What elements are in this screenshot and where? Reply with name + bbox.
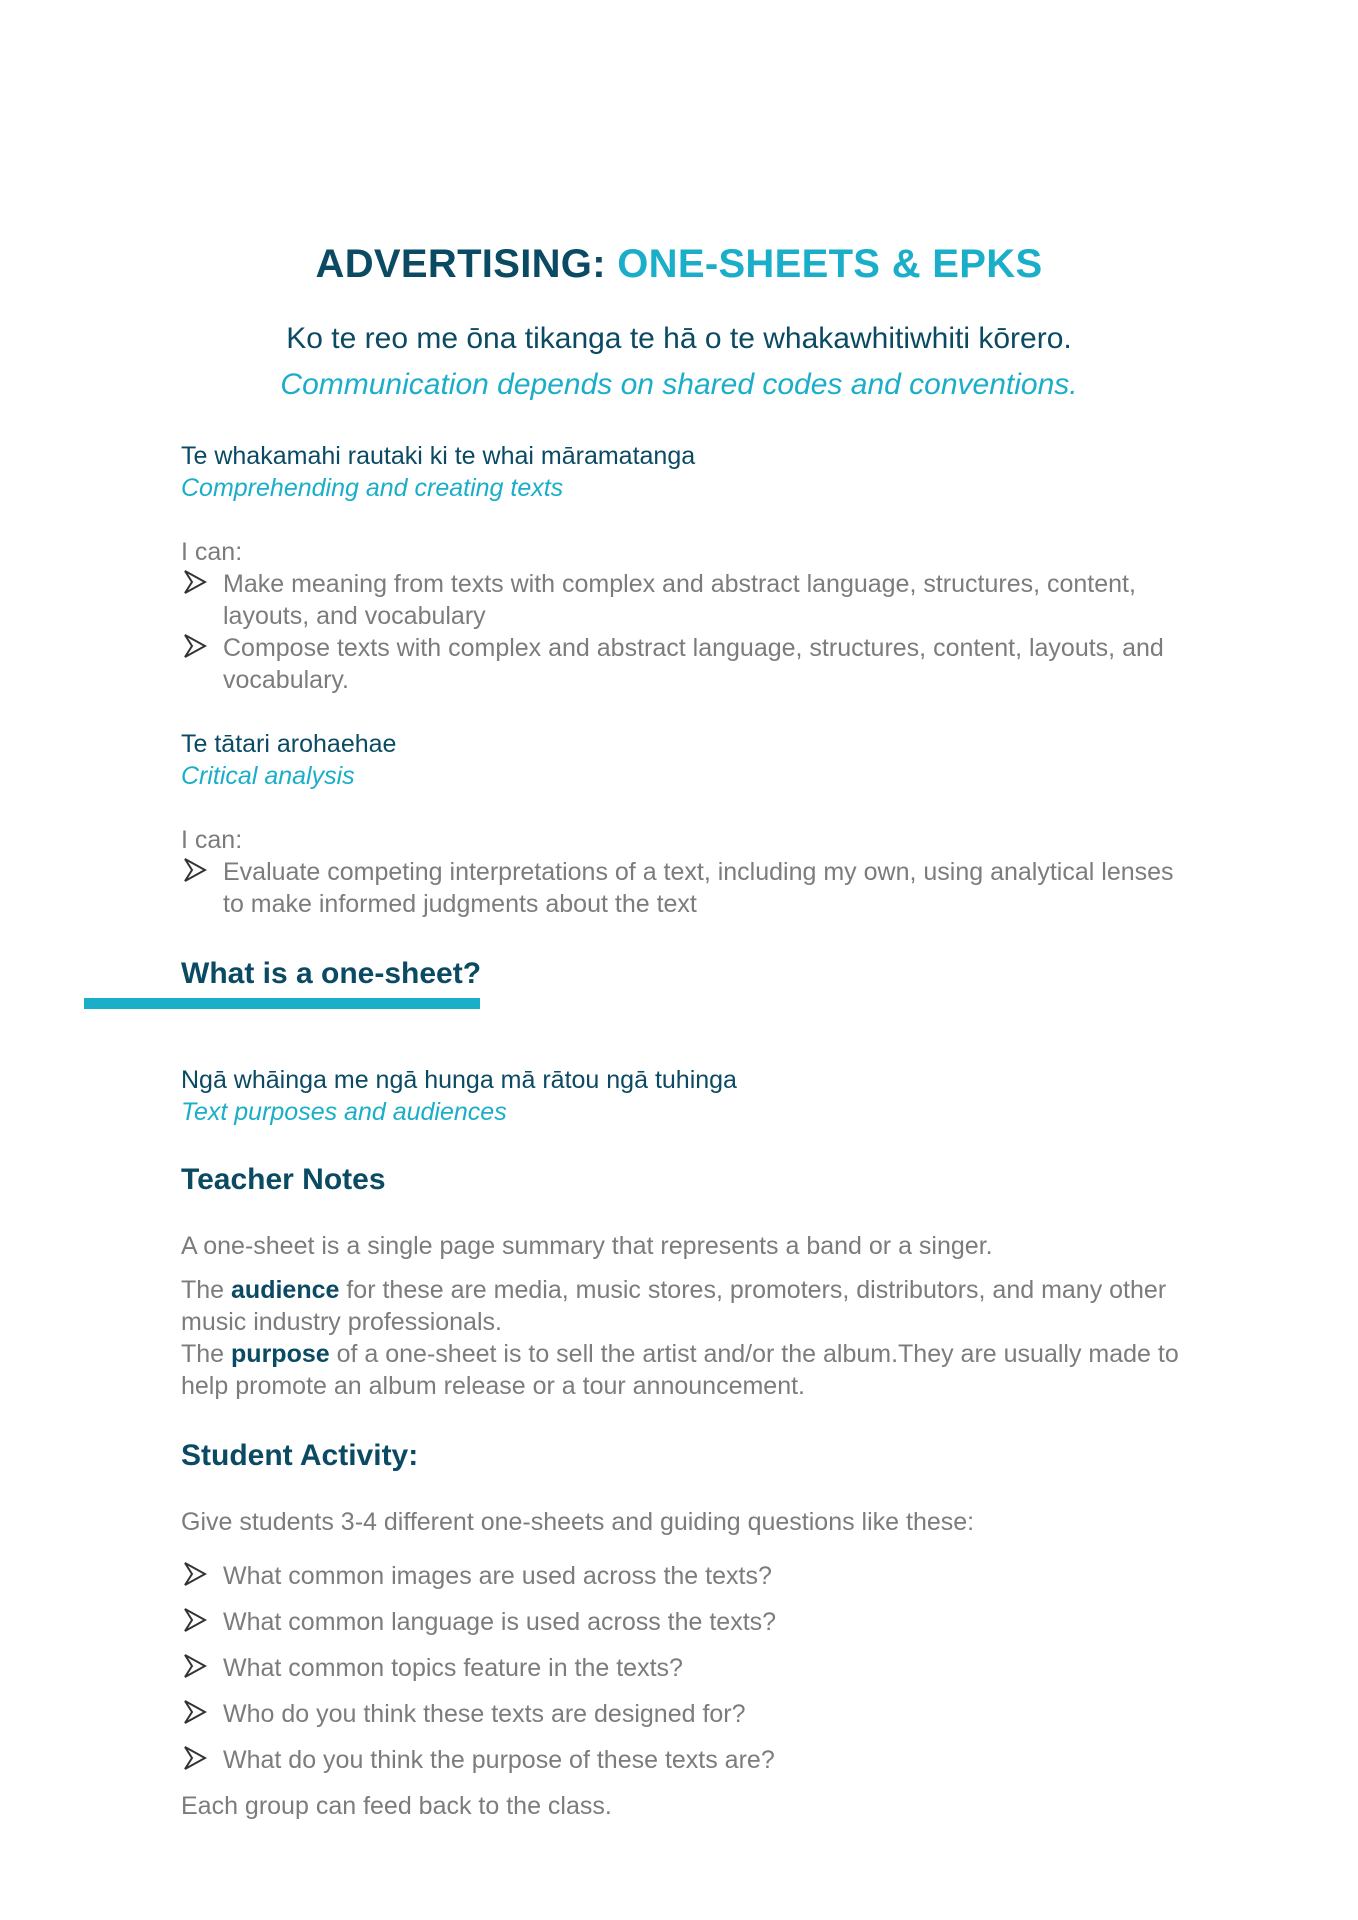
list-item-text: What common images are used across the texts? [223,1562,772,1590]
strand-purposes [181,1064,1191,1128]
arrow-bullet-icon [183,857,207,883]
arrow-bullet-icon [183,1745,207,1771]
question-list [181,1560,1191,1776]
strand-english-heading: Critical analysis [181,762,355,790]
closing-note: Each group can feed back to the class. [181,1792,612,1820]
arrow-bullet-icon [183,569,207,595]
arrow-bullet-icon [183,633,207,659]
text-run: for these are media, music stores, promoters, distributors, and many other music industry professionals. [181,1276,1167,1336]
i-can-label: I can: [181,538,243,566]
list-item-text: What do you think the purpose of these texts are? [223,1746,775,1774]
list-item [181,1560,1191,1592]
title-part1: ADVERTISING: [315,242,606,286]
list-item-text: What common language is used across the texts? [223,1608,777,1636]
list-item-text: Who do you think these texts are designed for? [223,1700,746,1728]
strand-maori-heading: Te whakamahi rautaki ki te whai māramatanga [181,442,696,470]
emphasis-audience: audience [231,1276,340,1304]
section-underline [84,998,480,1009]
list-item-text: Compose texts with complex and abstract language, structures, content, layouts, and vocabulary. [223,634,1164,694]
arrow-bullet-icon [183,1653,207,1679]
activity-intro: Give students 3-4 different one-sheets and guiding questions like these: [181,1508,975,1536]
i-can-label: I can: [181,826,243,854]
paragraph: A one-sheet is a single page summary that represents a band or a singer. [181,1232,993,1260]
strand-english-heading: Comprehending and creating texts [181,474,564,502]
emphasis-purpose: purpose [231,1340,330,1368]
text-run: of a one-sheet is to sell the artist and/or the album.They are usually made to help promote an album release or a tour announcement. [181,1340,1179,1400]
list-item [181,1652,1191,1684]
list-item [181,568,1191,632]
text-run: The [181,1276,232,1304]
list-item [181,856,1191,920]
title-part2: ONE-SHEETS & EPKS [617,242,1043,286]
strand-english-heading: Text purposes and audiences [181,1098,507,1126]
student-activity-heading: Student Activity: [181,1439,419,1472]
teacher-notes-heading: Teacher Notes [181,1163,386,1196]
list-item-text: Make meaning from texts with complex and abstract language, structures, content, layouts, and vocabulary [223,570,1136,630]
list-item-text: Evaluate competing interpretations of a text, including my own, using analytical lenses to make informed judgments about the text [223,858,1174,918]
list-item [181,1744,1191,1776]
paragraph [181,1338,1191,1402]
outcome-list [181,568,1191,696]
section-heading: What is a one-sheet? [181,957,482,990]
list-item [181,1698,1191,1730]
strand-maori-heading: Ngā whāinga me ngā hunga mā rātou ngā tuhinga [181,1066,737,1094]
list-item-text: What common topics feature in the texts? [223,1654,683,1682]
strand-maori-heading: Te tātari arohaehae [181,730,397,758]
paragraph [181,1274,1191,1338]
outcome-list [181,856,1191,920]
list-item [181,632,1191,696]
text-run: The [181,1340,232,1368]
teacher-notes-body [181,1230,1191,1402]
student-activity-body [181,1506,1191,1822]
whakatauki-english: Communication depends on shared codes and conventions. [280,368,1078,401]
arrow-bullet-icon [183,1561,207,1587]
list-item [181,1606,1191,1638]
page-title [0,242,1358,287]
whakatauki-maori: Ko te reo me ōna tikanga te hā o te whakawhitiwhiti kōrero. [286,322,1072,355]
arrow-bullet-icon [183,1607,207,1633]
strand-comprehending [181,440,1191,696]
arrow-bullet-icon [183,1699,207,1725]
strand-critical-analysis [181,728,1191,920]
